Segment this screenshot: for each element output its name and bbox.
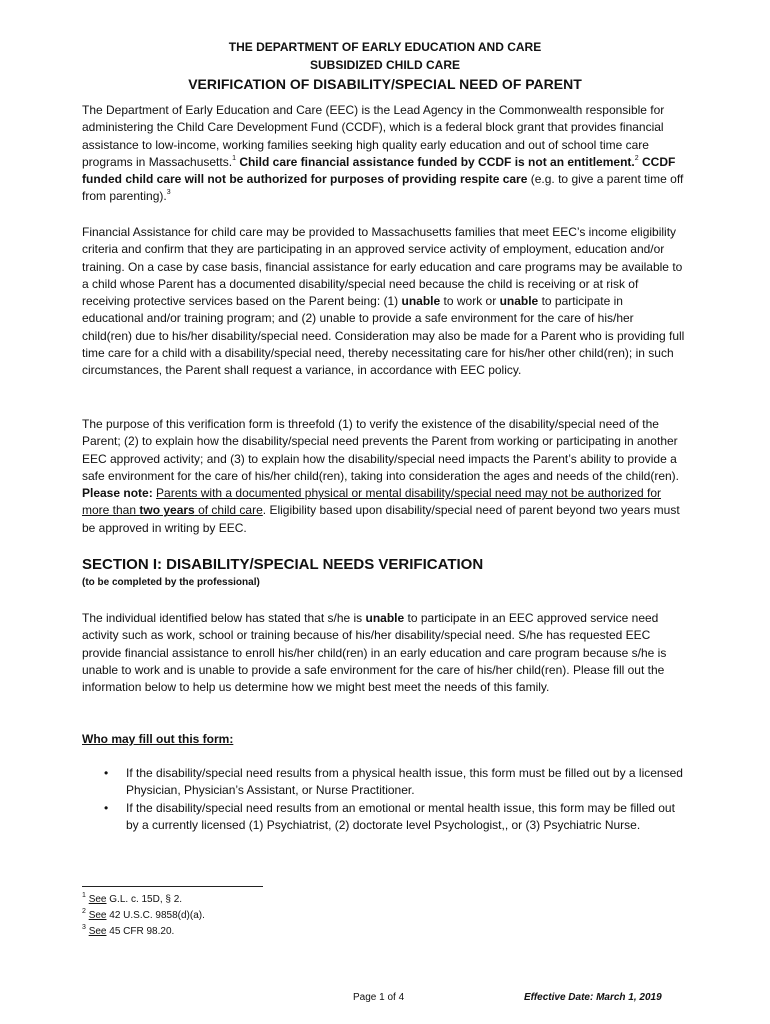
section-subtitle: (to be completed by the professional) [82,577,260,588]
section-title: SECTION I: DISABILITY/SPECIAL NEEDS VERIFICATION [82,556,484,573]
who-list [82,765,686,834]
bullet-icon: • [104,766,109,780]
form-title: VERIFICATION OF DISABILITY/SPECIAL NEED OF PARENT [188,76,582,92]
footnote-divider [82,886,263,887]
agency-title: THE DEPARTMENT OF EARLY EDUCATION AND CARE [228,40,542,54]
footnote-1: $^1$ See G.L. c. 15D, § 2. [82,891,183,905]
eligibility-paragraph: Financial Assistance for child care may be provided to Massachusetts families that meet EEC’s income eligibility criteria and confirm that they are participating in an approved service activity of employment, education and/or training. On a case by case basis, financial assistance for early education and care programs may be available to a child whose Parent has a documented disability/special need because the child is receiving or at risk of receiving protective services based on the Parent being: (1) unable to work or unable to participate in educational and/or training program; and (2) unable to provide a safe environment for the care of his/her child(ren) due to his/her disability/special need. Consideration may also be made for a Parent who is providing full time care for a child with a disability/special need, thereby necessitating care for his/her other child(ren); in such circumstances, the Parent shall request a variance, in accordance with EEC policy. [82,225,685,378]
intro-paragraph: The Department of Early Education and Care (EEC) is the Lead Agency in the Commonwealth responsible for administering the Child Care Development Fund (CCDF), which is a federal block grant that provides financial assistance to low-income, working families seeking high quality early education and out of school time care programs in Massachusetts.$^1$ Child care financial assistance funded by CCDF is not an entitlement.$^2$ CCDF funded child care will not be authorized for purposes of providing respite care (e.g. to give a parent time off from parenting).$^3$ [82,103,684,204]
list-item: • If the disability/special need results from an emotional or mental health issue, this form may be filled out by a currently licensed (1) Psychiatrist, (2) doctorate level Psychologist,, or (3) Psychiatric Nurse. [104,800,675,832]
who-heading: Who may fill out this form: [82,732,234,746]
footnote-3: $^3$ See 45 CFR 98.20. [82,923,175,937]
footnote-2: $^2$ See 42 U.S.C. 9858(d)(a). [82,907,205,921]
section-paragraph: The individual identified below has stated that s/he is unable to participate in an EEC approved service need activity such as work, school or training because of his/her disability/special need. S/he has requested EEC provide financial assistance to enroll his/her child(ren) in an early education and care program because s/he is unable to work and is unable to provide a safe environment for the care of his/her child(ren). Please fill out the information below to help us determine how we might best meet the needs of this family. [82,611,667,695]
purpose-paragraph: The purpose of this verification form is threefold (1) to verify the existence of the disability/special need of the Parent; (2) to explain how the disability/special need prevents the Parent from working or participating in another EEC approved activity; and (3) to explain how the disability/special need impacts the Parent’s ability to provide a safe environment for the care of his/her child(ren), taking into consideration the ages and needs of the child(ren). Please note: Parents with a documented physical or mental disability/special need may not be authorized for more than two years of child care. Eligibility based upon disability/special need of parent beyond two years must be approved in writing by EEC. [82,417,680,535]
effective-date: Effective Date: March 1, 2019 [524,992,662,1003]
program-title: SUBSIDIZED CHILD CARE [309,58,460,72]
bullet-icon: • [104,800,109,815]
page-number: Page 1 of 4 [353,992,405,1003]
list-item: • If the disability/special need results from a physical health issue, this form must be filled out by a licensed Physician, Physician’s Assistant, or Nurse Practitioner. [104,766,683,798]
